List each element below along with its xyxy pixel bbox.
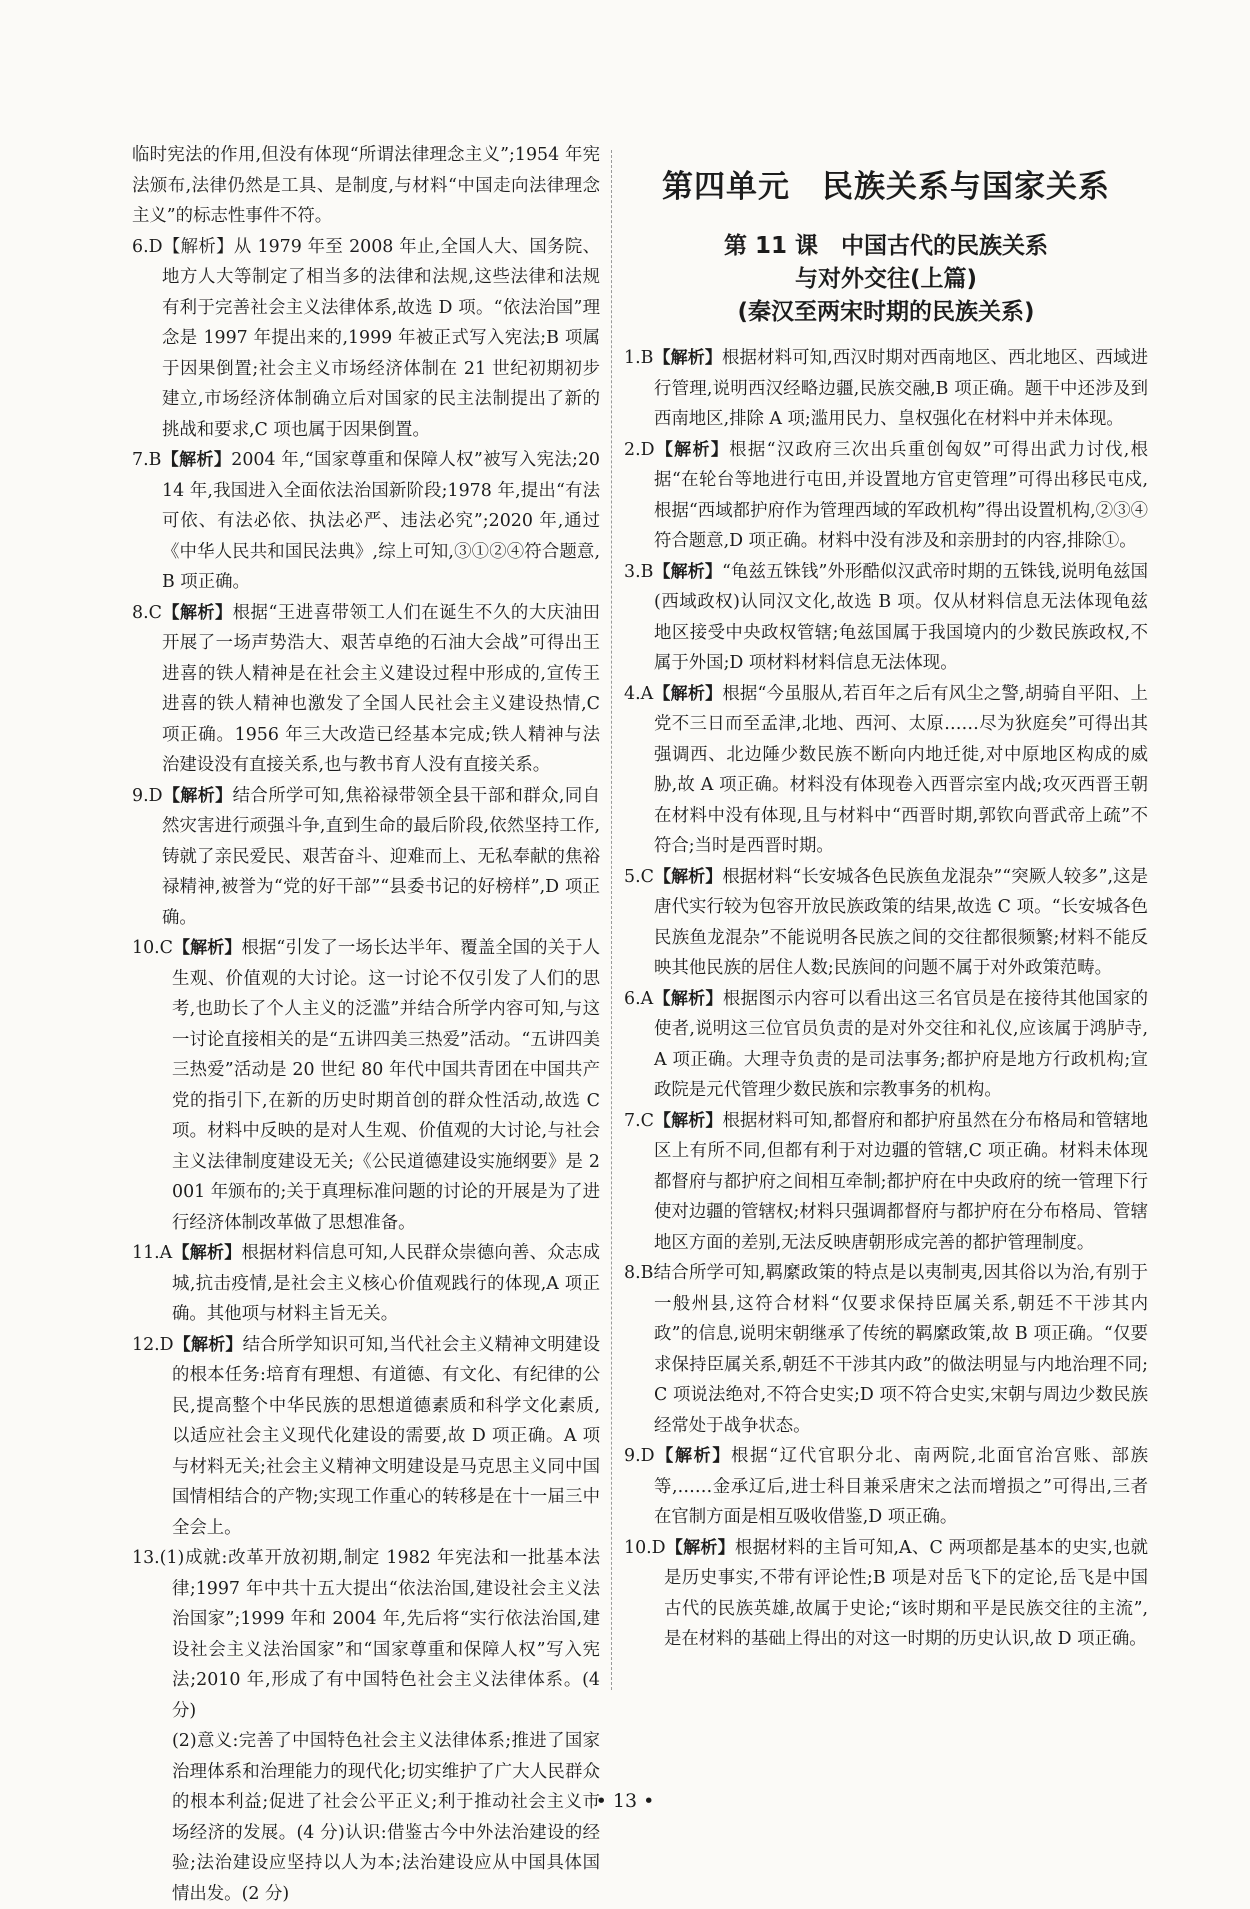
answer-number: 9.D <box>132 785 163 806</box>
answer-6 <box>132 232 600 446</box>
analysis-tag: 【解析】 <box>653 866 723 887</box>
answer-number: 11.A <box>132 1243 173 1263</box>
analysis-tag: 【解析】 <box>172 1243 242 1263</box>
analysis-tag: 【解析】 <box>653 988 723 1009</box>
answer-text: 结合所学知识可知,当代社会主义精神文明建设的根本任务:培育有理想、有道德、有文化、有纪律的公民,提高整个中华民族的思想道德素质和科学文化素质,以适应社会主义现代化建设的需要,故 D 项正确。A 项与材料无关;社会主义精神文明建设是马克思主义同中国国情相结合的产物;实现工作重心的转移是在十一届三中全会上。 <box>172 1334 601 1538</box>
answer-text: 根据材料可知,西汉时期对西南地区、西北地区、西域进行管理,说明西汉经略边疆,民族交融,B 项正确。题干中还涉及到西南地区,排除 A 项;滥用民力、皇权强化在材料中并未体现。 <box>654 348 1149 429</box>
analysis-tag: 【解析】 <box>653 683 723 704</box>
answer-number: 6.D <box>132 236 163 257</box>
answer-number: 7.B <box>132 450 162 470</box>
answer-number: 7.C <box>624 1110 654 1131</box>
answer-text: “龟兹五铢钱”外形酷似汉武帝时期的五铢钱,说明龟兹国(西域政权)认同汉文化,故选 B 项。仅从材料信息无法体现龟兹地区接受中央政权管辖;龟兹国属于我国境内的少数民族政权,不属于外国;D 项材料材料信息无法体现。 <box>654 561 1149 673</box>
answer-number: 10.C <box>132 938 173 958</box>
answer-number: 8.C <box>132 602 162 623</box>
unit-title: 第四单元 民族关系与国家关系 <box>662 169 1110 205</box>
answer-number: 9.D <box>624 1446 655 1466</box>
answer-text: 结合所学可知,羁縻政策的特点是以夷制夷,因其俗以为治,有别于一般州县,这符合材料“仅要求保持臣属关系,朝廷不干涉其内政”的信息,说明宋朝继承了传统的羁縻政策,故 B 项正确。“仅要求保持臣属关系,朝廷不干涉其内政”的做法明显与内地治理不同;C 项说法绝对,不符合史实;D 项不符合史实,宋朝与周边少数民族经常处于战争状态。 <box>653 1263 1148 1436</box>
answer-text: 根据材料“长安城各色民族鱼龙混杂”“突厥人较多”,这是唐代实行较为包容开放民族政策的结果,故选 C 项。“长安城各色民族鱼龙混杂”不能说明各民族之间的交往都很频繁;材料不能反映其他民族的居住人数;民族间的问题不属于对外政策范畴。 <box>654 866 1149 978</box>
answer-9 <box>624 1441 1148 1533</box>
answer-text: (1)成就:改革开放初期,制定 1982 年宪法和一批基本法律;1997 年中共十五大提出“依法治国,建设社会主义法治国家”;1999 年和 2004 年,先后将“实行依法治国,建设社会主义法治国家”和“国家尊重和保障人权”写入宪法;2010 年,形成了有中国特色社会主义法律体系。(4 分) <box>159 1548 600 1721</box>
lesson-title-line-2: 与对外交往(上篇) <box>794 266 978 292</box>
answer-7 <box>624 1106 1148 1259</box>
analysis-tag: 【解析】 <box>665 1537 735 1558</box>
lesson-title-line-3: (秦汉至两宋时期的民族关系) <box>737 299 1035 325</box>
answer-text: 【解析】从 1979 年至 2008 年止,全国人大、国务院、地方人大等制定了相当多的法律和法规,这些法律和法规有利于完善社会主义法律体系,故选 D 项。“依法治国”理念是 1997 年提出来的,1999 年被正式写入宪法;B 项属于因果倒置;社会主义市场经济体制在 21 世纪初期初步建立,市场经济体制确立后对国家的民主法制提出了新的挑战和要求,C 项也属于因果倒置。 <box>162 236 600 440</box>
answer-13-part-2: (2)意义:完善了中国特色社会主义法律体系;推进了国家治理体系和治理能力的现代化;切实维护了广大人民群众的根本利益;促进了社会公平正义;利于推动社会主义市场经济的发展。(4 分)认识:借鉴古今中外法治建设的经验;法治建设应坚持以人为本;法治建设应从中国具体国情出发。(2 分) <box>172 1731 600 1904</box>
analysis-tag: 【解析】 <box>162 785 233 806</box>
intro-paragraph: 临时宪法的作用,但没有体现“所谓法律理念主义”;1954 年宪法颁布,法律仍然是工具、是制度,与材料“中国走向法律理念主义”的标志性事件不符。 <box>132 145 600 226</box>
answer-text: 根据“辽代官职分北、南两院,北面官治宫账、部族等,……金承辽后,进士科目兼采唐宋之法而增损之”可得出,三者在官制方面是相互吸收借鉴,D 项正确。 <box>654 1446 1149 1527</box>
analysis-tag: 【解析】 <box>173 1334 243 1355</box>
answer-number: 12.D <box>132 1334 174 1355</box>
answer-6 <box>624 984 1148 1106</box>
answer-text: 根据材料的主旨可知,A、C 两项都是基本的史实,也就是历史事实,不带有评论性;B 项是对岳飞下的定论,岳飞是中国古代的民族英雄,故属于史论;“该时期和平是民族交往的主流”,是在材料的基础上得出的对这一时期的历史认识,故 D 项正确。 <box>664 1537 1148 1649</box>
lesson-title <box>624 230 1148 329</box>
answer-text: 根据“引发了一场长达半年、覆盖全国的关于人生观、价值观的大讨论。这一讨论不仅引发了人们的思考,也助长了个人主义的泛滥”并结合所学内容可知,与这一讨论直接相关的是“五讲四美三热爱”活动。“五讲四美三热爱”活动是 20 世纪 80 年代中国共青团在中国共产党的指引下,在新的历史时期首创的群众性活动,故选 C 项。材料中反映的是对人生观、价值观的大讨论,与社会主义法律制度建设无关;《公民道德建设实施纲要》是 2001 年颁布的;关于真理标准问题的讨论的开展是为了进行经济体制改革做了思想准备。 <box>172 938 600 1233</box>
answer-number: 10.D <box>624 1537 666 1558</box>
answer-text: 2004 年,“国家尊重和保障人权”被写入宪法;2014 年,我国进入全面依法治国新阶段;1978 年,提出“有法可依、有法必依、执法必严、违法必究”;2020 年,通过《中华人民共和国民法典》,综上可知,③①②④符合题意,B 项正确。 <box>162 450 600 592</box>
answer-number: 2.D <box>624 439 655 460</box>
right-column <box>624 161 1148 1655</box>
answer-8 <box>624 1258 1148 1441</box>
answer-number: 4.A <box>624 683 654 704</box>
answer-4 <box>624 679 1148 862</box>
analysis-tag: 【解析】 <box>654 439 730 460</box>
answer-text: 根据“汉政府三次出兵重创匈奴”可得出武力讨伐,根据“在轮台等地进行屯田,并设置地方官吏管理”可得出移民屯戍,根据“西域都护府作为管理西域的军政机构”得出设置机构,②③④符合题意,D 项正确。材料中没有涉及和亲册封的内容,排除①。 <box>654 439 1149 551</box>
answer-number: 5.C <box>624 866 654 887</box>
analysis-tag: 【解析】 <box>653 1110 723 1131</box>
answer-12 <box>132 1330 600 1544</box>
analysis-tag: 【解析】 <box>161 450 232 470</box>
answer-number: 13. <box>132 1548 160 1568</box>
analysis-tag: 【解析】 <box>653 561 722 582</box>
answer-7 <box>132 445 600 598</box>
answer-text: 结合所学可知,焦裕禄带领全县干部和群众,同自然灾害进行顽强斗争,直到生命的最后阶段,依然坚持工作,铸就了亲民爱民、艰苦奋斗、迎难而上、无私奉献的焦裕禄精神,被誉为“党的好干部”“县委书记的好榜样”,D 项正确。 <box>162 785 601 928</box>
column-divider <box>611 150 612 1690</box>
answer-text: 根据图示内容可以看出这三名官员是在接待其他国家的使者,说明这三位官员负责的是对外交往和礼仪,应该属于鸿胪寺,A 项正确。大理寺负责的是司法事务;都护府是地方行政机构;宣政院是元代管理少数民族和宗教事务的机构。 <box>654 988 1149 1100</box>
answer-3 <box>624 557 1148 679</box>
analysis-tag: 【解析】 <box>172 938 242 958</box>
answer-text: 根据“今虽服从,若百年之后有风尘之警,胡骑自平阳、上党不三日而至孟津,北地、西河、太原……尽为狄庭矣”可得出其强调西、北边陲少数民族不断向内地迁徙,对中原地区构成的威胁,故 A 项正确。材料没有体现卷入西晋宗室内战;攻灭西晋王朝在材料中没有体现,且与材料中“西晋时期,郭钦向晋武帝上疏”不符合;当时是西晋时期。 <box>654 683 1149 856</box>
answer-number: 6.A <box>624 988 654 1009</box>
answer-9 <box>132 781 600 934</box>
page-number: • 13 • <box>595 1790 655 1812</box>
answer-5 <box>624 862 1148 984</box>
answer-11 <box>132 1238 600 1330</box>
answer-10 <box>132 933 600 1238</box>
answer-2 <box>624 435 1148 557</box>
answer-13-part-1 <box>132 1543 600 1726</box>
answer-text: 根据材料信息可知,人民群众崇德向善、众志成城,抗击疫情,是社会主义核心价值观践行的体现,A 项正确。其他项与材料主旨无关。 <box>172 1243 601 1324</box>
analysis-tag: 【解析】 <box>161 602 233 623</box>
answer-text: 根据“王进喜带领工人们在诞生不久的大庆油田开展了一场声势浩大、艰苦卓绝的石油大会战”可得出王进喜的铁人精神是在社会主义建设过程中形成的,宣传王进喜的铁人精神也激发了全国人民社会主义建设热情,C 项正确。1956 年三大改造已经基本完成;铁人精神与法治建设没有直接关系,也与教书育人没有直接关系。 <box>162 602 600 775</box>
answer-text: 根据材料可知,都督府和都护府虽然在分布格局和管辖地区上有所不同,但都有利于对边疆的管辖,C 项正确。材料未体现都督府与都护府之间相互牵制;都护府在中央政府的统一管理下行使对边疆的管辖权;材料只强调都督府与都护府在分布格局、管辖地区方面的差别,无法反映唐朝形成完善的都护管理制度。 <box>654 1110 1149 1253</box>
analysis-tag: 【解析】 <box>653 348 723 368</box>
answer-number: 3.B <box>624 561 654 582</box>
answer-10 <box>624 1533 1148 1655</box>
answer-8 <box>132 598 600 781</box>
lesson-title-line-1: 第 11 课 中国古代的民族关系 <box>723 233 1049 259</box>
left-column <box>132 140 600 1909</box>
analysis-tag: 【解析】 <box>654 1446 732 1466</box>
answer-1 <box>624 343 1148 435</box>
answer-number: 8.B <box>624 1263 654 1283</box>
answer-number: 1.B <box>624 348 654 368</box>
